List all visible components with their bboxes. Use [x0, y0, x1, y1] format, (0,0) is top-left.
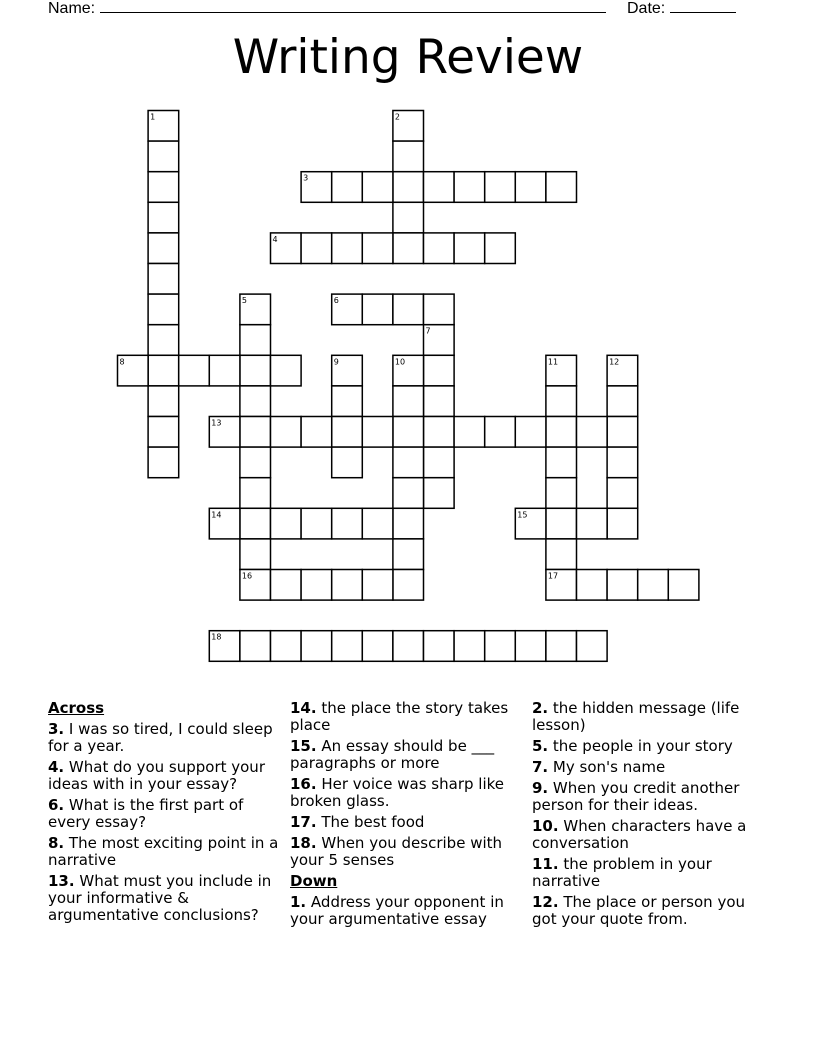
grid-cell[interactable]: [240, 355, 271, 386]
grid-cell[interactable]: [546, 417, 577, 448]
grid-cell[interactable]: [148, 233, 179, 264]
down-clue: 7. My son's name: [532, 758, 666, 776]
grid-cell[interactable]: [424, 631, 455, 662]
grid-cell[interactable]: [148, 264, 179, 295]
grid-cell[interactable]: [393, 447, 424, 478]
grid-cell[interactable]: [148, 417, 179, 448]
clue-number: 3: [303, 173, 309, 183]
grid-cell[interactable]: [148, 325, 179, 356]
page-title: Writing Review: [232, 30, 584, 85]
grid-cell[interactable]: [607, 417, 638, 448]
grid-cell[interactable]: [393, 233, 424, 264]
grid-cell[interactable]: [515, 172, 546, 203]
across-heading: Across: [48, 699, 105, 717]
grid-cell[interactable]: [301, 631, 332, 662]
grid-cell[interactable]: [424, 172, 455, 203]
grid-cell[interactable]: [546, 386, 577, 417]
grid-cell[interactable]: [393, 386, 424, 417]
grid-cell[interactable]: [424, 447, 455, 478]
grid-cell[interactable]: [179, 355, 210, 386]
grid-cell[interactable]: [148, 447, 179, 478]
down-clue: 10. When characters have a conversation: [532, 817, 747, 852]
grid-cell[interactable]: [393, 172, 424, 203]
grid-cell[interactable]: [607, 570, 638, 601]
clue-column-1: [48, 700, 286, 928]
across-clue: 15. An essay should be ___ paragraphs or more: [290, 737, 495, 772]
grid-cell[interactable]: [424, 417, 455, 448]
grid-cell[interactable]: [515, 417, 546, 448]
down-clue: 1. Address your opponent in your argumentative essay: [290, 893, 504, 928]
clue-number: 7: [425, 326, 431, 336]
clue-number: 1: [150, 112, 156, 122]
grid-cell[interactable]: [577, 508, 608, 539]
grid-cell[interactable]: [393, 631, 424, 662]
across-clue: 16. Her voice was sharp like broken glass.: [290, 775, 504, 810]
grid-cell[interactable]: [148, 386, 179, 417]
grid-cell[interactable]: [209, 355, 240, 386]
grid-cell[interactable]: [240, 386, 271, 417]
grid-cell[interactable]: [271, 570, 302, 601]
grid-cell[interactable]: [424, 355, 455, 386]
grid-cell[interactable]: [332, 508, 363, 539]
across-clue: 3. I was so tired, I could sleep for a year.: [48, 720, 273, 755]
grid-cell[interactable]: [393, 141, 424, 172]
grid-cell[interactable]: [546, 539, 577, 570]
clue-number: 13: [211, 418, 222, 428]
grid-cell[interactable]: [577, 631, 608, 662]
grid-cell[interactable]: [362, 294, 393, 325]
grid-cell[interactable]: [240, 508, 271, 539]
down-clue: 11. the problem in your narrative: [532, 855, 712, 890]
clue-number: 4: [272, 234, 278, 244]
grid-cell[interactable]: [271, 508, 302, 539]
grid-cell[interactable]: [546, 508, 577, 539]
grid-cell[interactable]: [577, 570, 608, 601]
clue-number: 15: [517, 510, 528, 520]
grid-cell[interactable]: [668, 570, 699, 601]
across-clue: 4. What do you support your ideas with in your essay?: [48, 758, 265, 793]
clue-number: 17: [547, 571, 559, 581]
grid-cell[interactable]: [546, 447, 577, 478]
grid-cell[interactable]: [271, 417, 302, 448]
clue-column-2: [290, 700, 526, 932]
grid-cell[interactable]: [332, 233, 363, 264]
grid-cell[interactable]: [148, 141, 179, 172]
grid-cell[interactable]: [454, 172, 485, 203]
clue-number: 10: [394, 357, 406, 367]
clue-number: 2: [394, 112, 400, 122]
grid-cell[interactable]: [240, 417, 271, 448]
grid-cell[interactable]: [362, 508, 393, 539]
grid-cell[interactable]: [362, 570, 393, 601]
clue-number: 14: [211, 510, 222, 520]
grid-cell[interactable]: [515, 631, 546, 662]
grid-cell[interactable]: [332, 447, 363, 478]
grid-cell[interactable]: [240, 631, 271, 662]
grid-cell[interactable]: [393, 294, 424, 325]
grid-cell[interactable]: [301, 417, 332, 448]
date-label: Date:: [627, 0, 666, 17]
grid-cell[interactable]: [332, 172, 363, 203]
clue-number: 6: [333, 296, 339, 306]
clue-number: 8: [119, 357, 125, 367]
grid-cell[interactable]: [332, 631, 363, 662]
grid-cell[interactable]: [148, 172, 179, 203]
grid-cell[interactable]: [485, 417, 516, 448]
clue-number: 12: [609, 357, 620, 367]
grid-cell[interactable]: [638, 570, 669, 601]
grid-cell[interactable]: [301, 570, 332, 601]
across-clue: 18. When you describe with your 5 senses: [290, 834, 503, 869]
across-clue: 14. the place the story takes place: [290, 699, 509, 734]
across-clue: 8. The most exciting point in a narrative: [48, 834, 279, 869]
grid-cell[interactable]: [546, 631, 577, 662]
grid-cell[interactable]: [577, 417, 608, 448]
clue-column-3: [532, 700, 768, 932]
clue-number: 18: [211, 632, 222, 642]
grid-cell[interactable]: [393, 508, 424, 539]
down-clue: 9. When you credit another person for their ideas.: [532, 779, 740, 814]
grid-cell[interactable]: [424, 386, 455, 417]
grid-cell[interactable]: [271, 631, 302, 662]
down-clue: 5. the people in your story: [532, 737, 733, 755]
grid-cell[interactable]: [332, 386, 363, 417]
grid-cell[interactable]: [301, 508, 332, 539]
clue-number: 5: [241, 296, 247, 306]
grid-cell[interactable]: [607, 478, 638, 509]
grid-cell[interactable]: [424, 294, 455, 325]
grid-cell[interactable]: [607, 447, 638, 478]
grid-cell[interactable]: [485, 233, 516, 264]
grid-cell[interactable]: [148, 202, 179, 233]
across-clue: 13. What must you include in your informative & argumentative conclusions?: [48, 872, 272, 924]
grid-cell[interactable]: [393, 417, 424, 448]
grid-cell[interactable]: [424, 233, 455, 264]
grid-cell[interactable]: [607, 508, 638, 539]
down-heading: Down: [290, 872, 338, 890]
grid-cell[interactable]: [240, 447, 271, 478]
across-clue: 17. The best food: [290, 813, 425, 831]
grid-cell[interactable]: [607, 386, 638, 417]
grid-cell[interactable]: [362, 417, 393, 448]
grid-cell[interactable]: [393, 202, 424, 233]
grid-cell[interactable]: [332, 417, 363, 448]
across-clue: 6. What is the first part of every essay?: [48, 796, 244, 831]
grid-cell[interactable]: [148, 294, 179, 325]
grid-cell[interactable]: [424, 478, 455, 509]
grid-cell[interactable]: [393, 478, 424, 509]
grid-cell[interactable]: [240, 539, 271, 570]
grid-cell[interactable]: [454, 233, 485, 264]
grid-cell[interactable]: [362, 172, 393, 203]
grid-cell[interactable]: [546, 478, 577, 509]
grid-cell[interactable]: [240, 325, 271, 356]
grid-cell[interactable]: [485, 172, 516, 203]
grid-cell[interactable]: [362, 631, 393, 662]
clue-number: 9: [333, 357, 339, 367]
name-label: Name:: [48, 0, 96, 17]
grid-cell[interactable]: [485, 631, 516, 662]
down-clue: 2. the hidden message (life lesson): [532, 699, 740, 734]
grid-cell[interactable]: [271, 355, 302, 386]
grid-cell[interactable]: [332, 570, 363, 601]
grid-cell[interactable]: [148, 355, 179, 386]
down-clue: 12. The place or person you got your quote from.: [532, 893, 746, 928]
grid-cell[interactable]: [454, 631, 485, 662]
grid-cell[interactable]: [393, 570, 424, 601]
grid-cell[interactable]: [301, 233, 332, 264]
grid-cell[interactable]: [240, 478, 271, 509]
clue-number: 11: [547, 357, 559, 367]
grid-cell[interactable]: [546, 172, 577, 203]
grid-cell[interactable]: [393, 539, 424, 570]
grid-cell[interactable]: [454, 417, 485, 448]
clue-number: 16: [241, 571, 253, 581]
grid-cell[interactable]: [362, 233, 393, 264]
